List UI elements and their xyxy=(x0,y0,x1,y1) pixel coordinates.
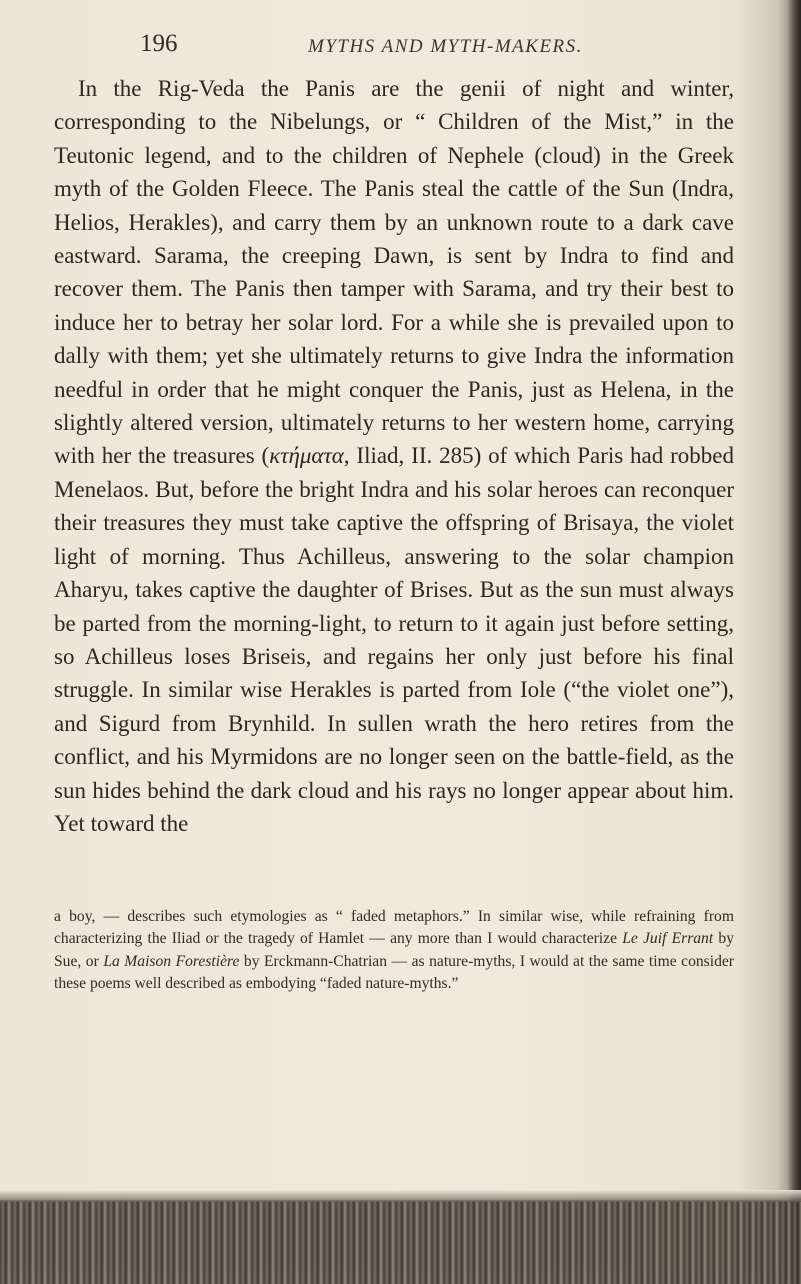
footnote xyxy=(54,906,734,996)
footnote-text-part-3: by Erckmann-Chatrian — as nature-myths, I would at the same time consider these poems well described as embodying “faded nature-myths.” xyxy=(54,952,734,993)
footnote-text-part-1: a boy, — describes such etymologies as “ faded metaphors.” In similar wise, while refraining from characterizing the Iliad or the tragedy of Hamlet — any more than I would characterize xyxy=(54,908,734,948)
body-text-part-2: , Iliad, II. 285) of which Paris had robbed Menelaos. But, before the bright Indra and his solar heroes can reconquer their treasures they must take captive the offspring of Brisaya, the violet light of morning. Thus Achilleus, answering to the solar champion Aharyu, takes captive the daughter of Brises. But as the sun must always be parted from the morning-light, to return to it again just before setting, so Achilleus loses Briseis, and regains her only just before his final struggle. In similar wise Herakles is parted from Iole (“the violet one”), and Sigurd from Brynhild. In sullen wrath the hero retires from the conflict, and his Myrmidons are no longer seen on the battle-field, as the sun hides behind the dark cloud and his rays no longer appear about him. Yet toward the xyxy=(54,443,734,836)
page-header xyxy=(140,30,720,64)
footnote-text-part-2: by Sue, or xyxy=(54,930,734,970)
page-right-edge-shadow xyxy=(787,0,801,1284)
footnote-italic-title-2: La Maison Forestière xyxy=(103,952,240,970)
running-head: MYTHS AND MYTH-MAKERS. xyxy=(308,36,583,57)
greek-word: κτήματα xyxy=(269,443,344,469)
page-number: 196 xyxy=(140,30,178,57)
body-paragraph xyxy=(54,72,734,840)
body-text-part-1: In the Rig-Veda the Panis are the genii of night and winter, corresponding to the Nibelungs, or “ Children of the Mist,” in the Teutonic legend, and to the children of Nephele (cloud) in the Greek myth of the Golden Fleece. The Panis steal the cattle of the Sun (Indra, Helios, Herakles), and carry them by an unknown route to a dark cave eastward. Sarama, the creeping Dawn, is sent by Indra to find and recover them. The Panis then tamper with Sarama, and try their best to induce her to betray her solar lord. For a while she is prevailed upon to dally with them; yet she ultimately returns to give Indra the information needful in order that he might conquer the Panis, just as Helena, in the slightly altered version, ultimately returns to her western home, carrying with her the treasures ( xyxy=(54,76,734,469)
book-spine-edge xyxy=(0,1200,801,1284)
footnote-italic-title-1: Le Juif Errant xyxy=(622,930,714,948)
